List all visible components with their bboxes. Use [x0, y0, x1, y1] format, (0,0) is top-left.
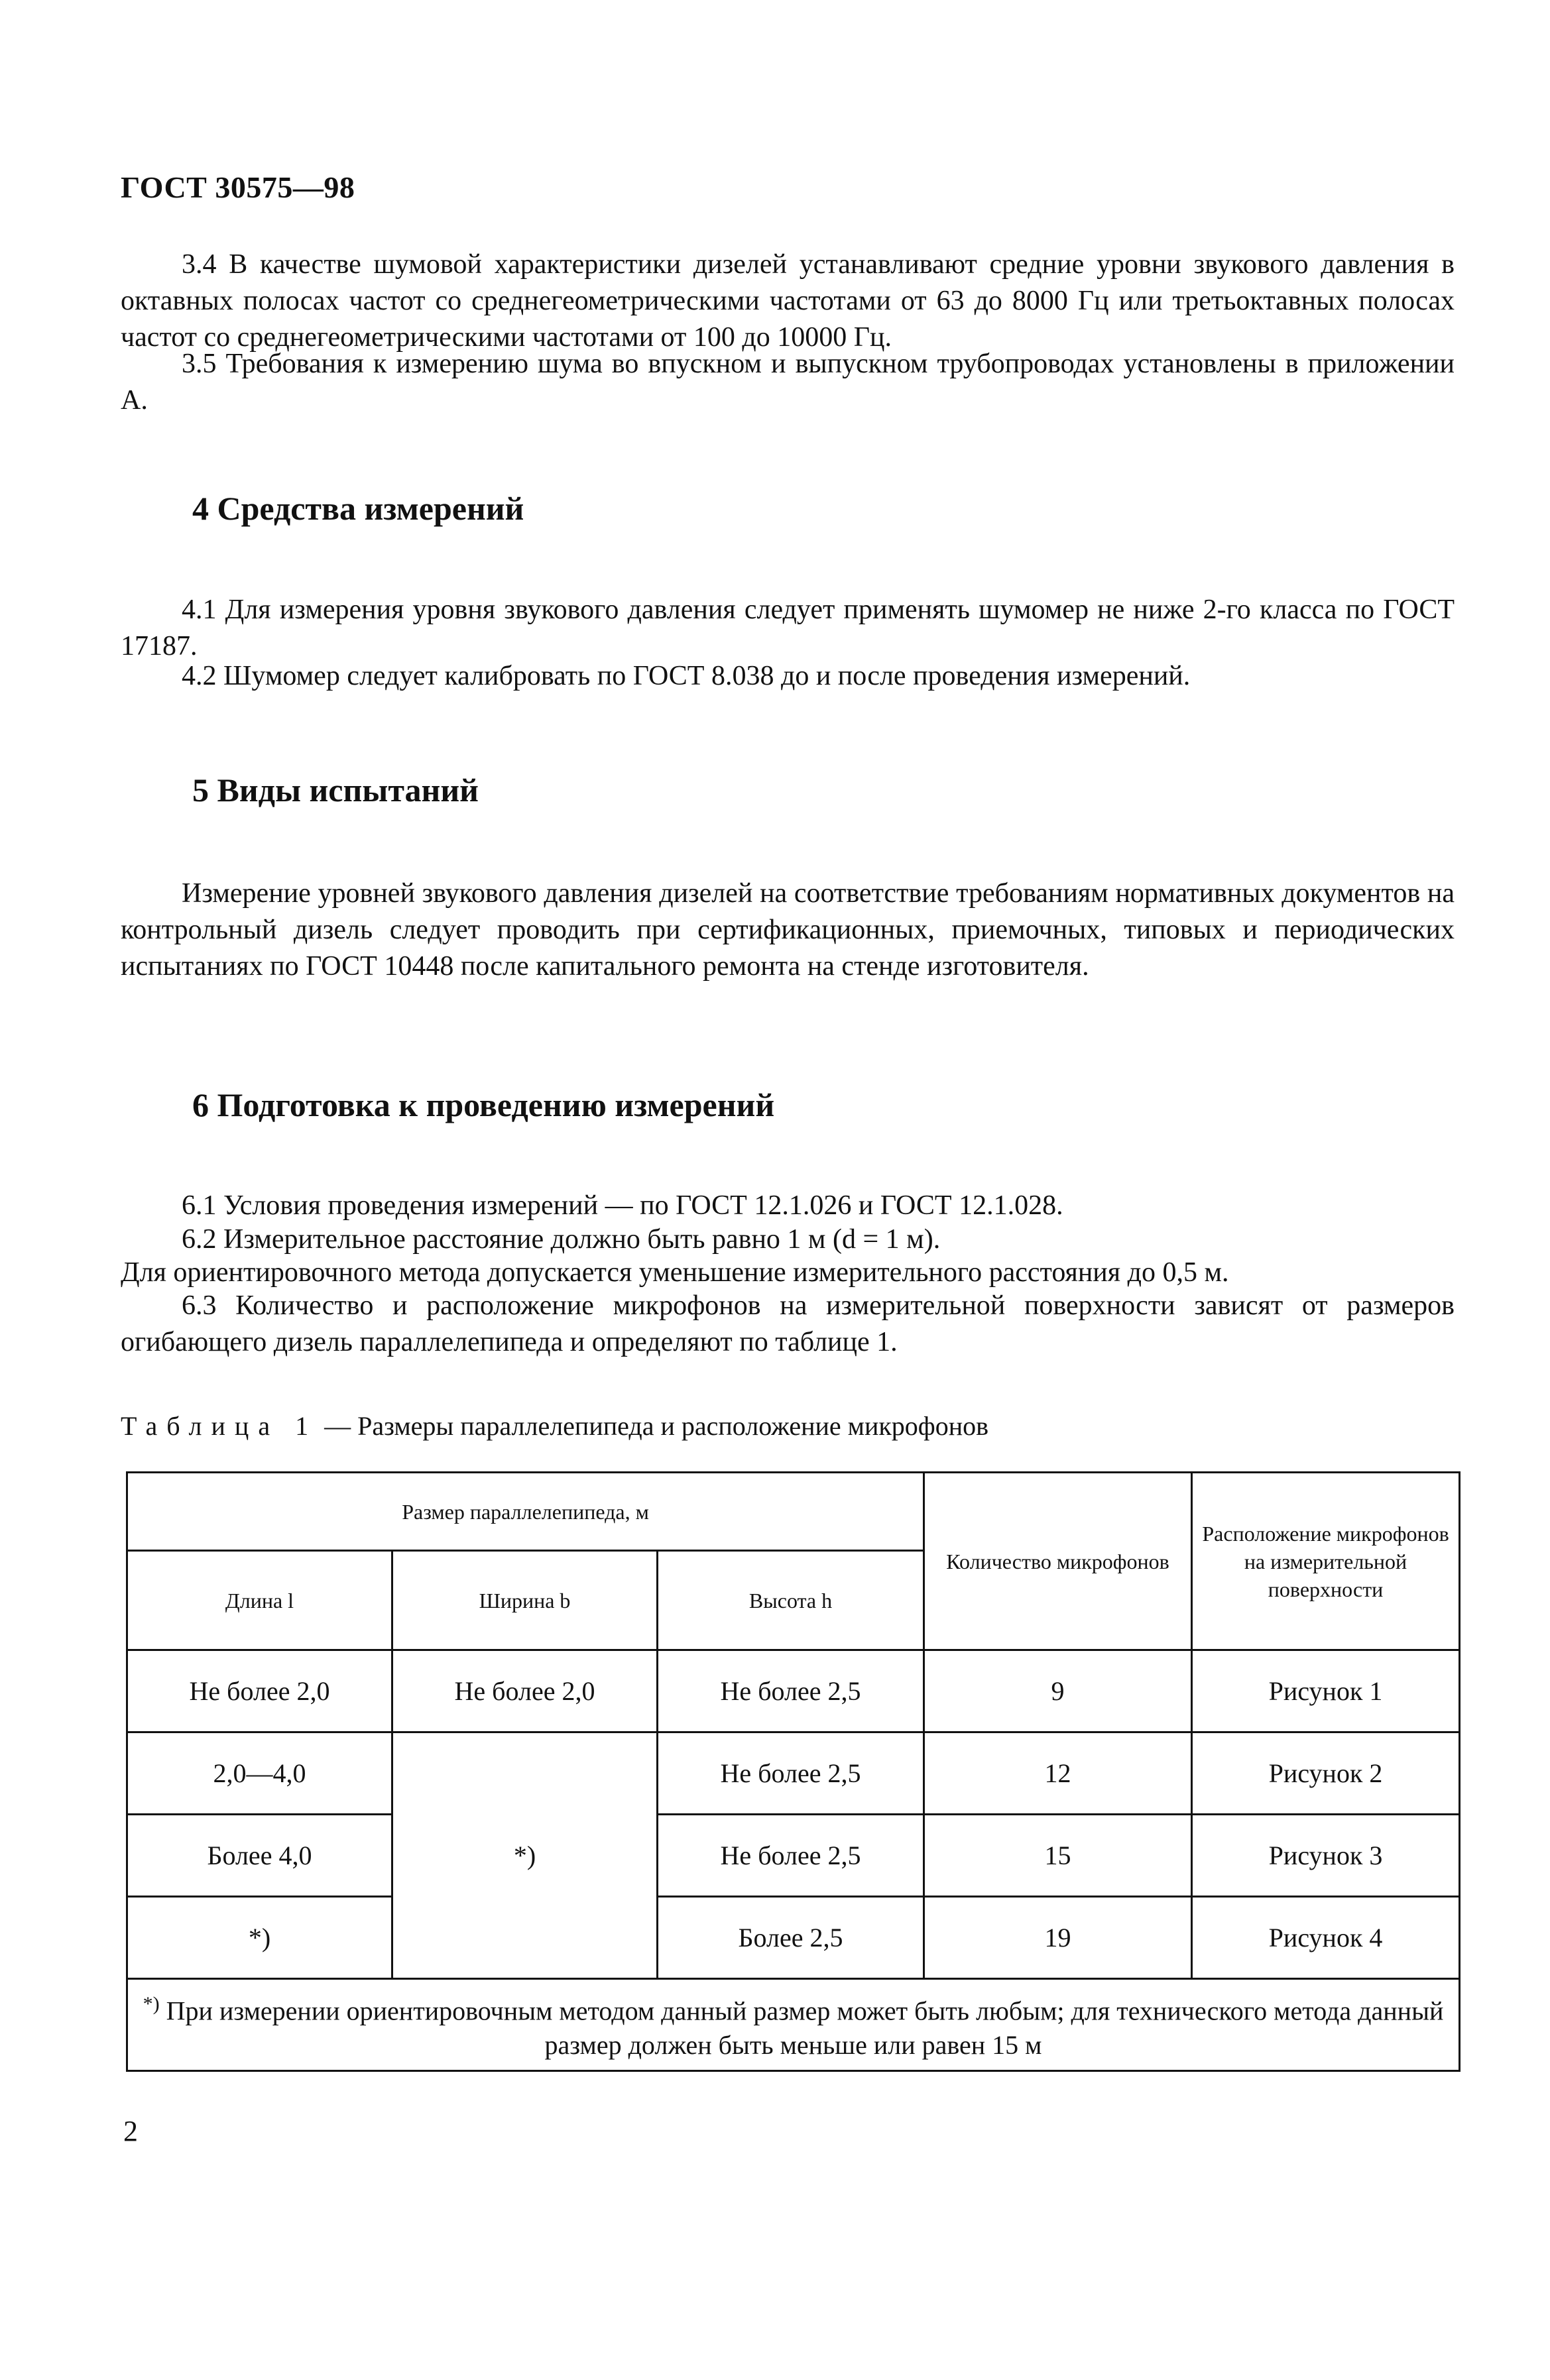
- table-caption-label: Таблица 1: [121, 1411, 318, 1441]
- paragraph-3-5: 3.5 Требования к измерению шума во впускном и выпускном трубопроводах установлены в приложении А.: [121, 349, 1455, 416]
- header-height: Высота h: [658, 1551, 924, 1650]
- paragraph-3-4: 3.4 В качестве шумовой характеристики дизелей устанавливают средние уровни звукового давления в октавных полосах частот со среднегеометрическими частотами от 63 до 8000 Гц или третьоктавных полосах частот со среднегеометрическими частотами от 100 до 10000 Гц.: [121, 249, 1455, 353]
- section-6-title: 6 Подготовка к проведению измерений: [192, 1086, 775, 1123]
- table-row: [127, 1815, 1460, 1897]
- cell-height: Не более 2,5: [658, 1815, 924, 1897]
- header-parallelepiped-size: Размер параллелепипеда, м: [127, 1473, 924, 1551]
- cell-width-merged: *): [392, 1732, 658, 1979]
- cell-length: Более 4,0: [127, 1815, 392, 1897]
- footnote-mark: *): [143, 1992, 160, 2015]
- cell-width: Не более 2,0: [392, 1650, 658, 1732]
- table-footnote: [127, 1979, 1460, 2071]
- header-length: Длина l: [127, 1551, 392, 1650]
- paragraph-6-1: 6.1 Условия проведения измерений — по ГОСТ 12.1.026 и ГОСТ 12.1.028.: [182, 1190, 1063, 1221]
- paragraph-6-2: 6.2 Измерительное расстояние должно быть равно 1 м (d = 1 м).: [182, 1224, 941, 1255]
- paragraph-6-2-note: Для ориентировочного метода допускается уменьшение измерительного расстояния до 0,5 м.: [121, 1257, 1229, 1288]
- table-row: [127, 1897, 1460, 1979]
- cell-count: 15: [924, 1815, 1192, 1897]
- header-microphone-location: Расположение микрофонов на измерительной поверхности: [1192, 1473, 1460, 1650]
- cell-height: Более 2,5: [658, 1897, 924, 1979]
- section-4-title: 4 Средства измерений: [192, 490, 524, 527]
- document-code-header: ГОСТ 30575—98: [121, 170, 355, 204]
- cell-count: 12: [924, 1732, 1192, 1815]
- cell-count: 19: [924, 1897, 1192, 1979]
- cell-location: Рисунок 2: [1192, 1732, 1460, 1815]
- page-number: 2: [123, 2115, 138, 2147]
- table-row: [127, 1732, 1460, 1815]
- table-caption-text: — Размеры параллелепипеда и расположение микрофонов: [318, 1411, 989, 1441]
- table-row: [127, 1650, 1460, 1732]
- cell-height: Не более 2,5: [658, 1650, 924, 1732]
- header-width: Ширина b: [392, 1551, 658, 1650]
- section-5-title: 5 Виды испытаний: [192, 771, 479, 809]
- paragraph-4-2: 4.2 Шумомер следует калибровать по ГОСТ 8.038 до и после проведения измерений.: [182, 661, 1191, 691]
- cell-location: Рисунок 3: [1192, 1815, 1460, 1897]
- cell-length: *): [127, 1897, 392, 1979]
- cell-length: Не более 2,0: [127, 1650, 392, 1732]
- paragraph-4-1: 4.1 Для измерения уровня звукового давления следует применять шумомер не ниже 2-го класса по ГОСТ 17187.: [121, 595, 1455, 661]
- cell-height: Не более 2,5: [658, 1732, 924, 1815]
- paragraph-6-3: 6.3 Количество и расположение микрофонов на измерительной поверхности зависят от размеров огибающего дизель параллелепипеда и определяют по таблице 1.: [121, 1290, 1455, 1357]
- cell-location: Рисунок 4: [1192, 1897, 1460, 1979]
- table-1: [126, 1471, 1461, 2072]
- footnote-text: При измерении ориентировочным методом данный размер может быть любым; для технического метода данный размер должен быть меньше или равен 15 м: [159, 1996, 1444, 2061]
- cell-length: 2,0—4,0: [127, 1732, 392, 1815]
- paragraph-5-body: Измерение уровней звукового давления дизелей на соответствие требованиям нормативных документов на контрольный дизель следует проводить при сертификационных, приемочных, типовых и периодических испытаниях по ГОСТ 10448 после капитального ремонта на стенде изготовителя.: [121, 878, 1455, 982]
- table-1-caption: [121, 1410, 988, 1442]
- header-microphone-count: Количество микрофонов: [924, 1473, 1192, 1650]
- cell-count: 9: [924, 1650, 1192, 1732]
- cell-location: Рисунок 1: [1192, 1650, 1460, 1732]
